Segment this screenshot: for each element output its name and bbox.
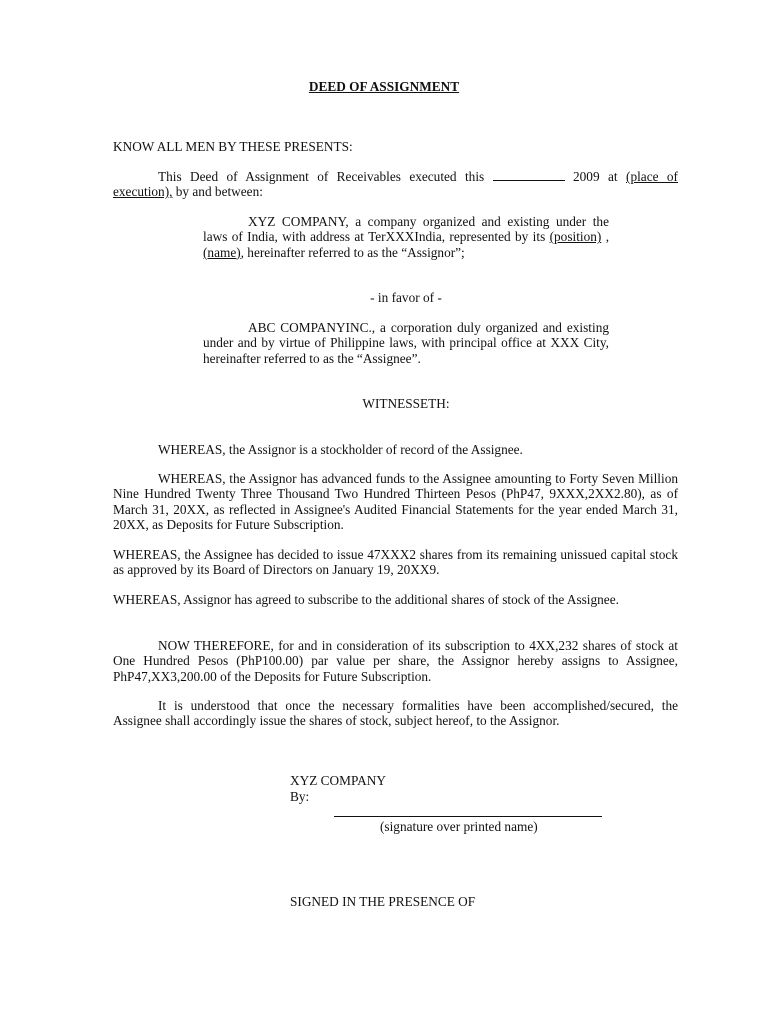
salutation: KNOW ALL MEN BY THESE PRESENTS: <box>113 139 353 154</box>
whereas-4: WHEREAS, Assignor has agreed to subscribe to the additional shares of stock of the Assignee. <box>113 592 619 607</box>
position-field: (position) <box>549 229 602 245</box>
whereas-3: WHEREAS, the Assignee has decided to issue 47XXX2 shares from its remaining unissued capital stock as approved by its Board of Directors on January 19, 20XX9. <box>113 547 678 578</box>
signature-caption: (signature over printed name) <box>380 819 538 834</box>
assignor-text-2: , <box>605 229 610 245</box>
signatory-by: By: <box>290 789 310 804</box>
in-favor-of: - in favor of - <box>370 290 442 305</box>
whereas-1: WHEREAS, the Assignor is a stockholder of record of the Assignee. <box>158 442 523 457</box>
intro-text-3: by and between: <box>175 184 263 200</box>
name-field: (name) <box>203 244 241 260</box>
understood-paragraph: It is understood that once the necessary formalities have been accomplished/secured, the Assignee shall accordingly issue the shares of stock, subject hereof, to the Assignor. <box>113 698 678 729</box>
date-blank <box>493 170 565 181</box>
intro-text-1: This Deed of Assignment of Receivables executed this <box>158 169 485 184</box>
assignor-paragraph <box>203 214 609 260</box>
witnesseth-heading: WITNESSETH: <box>362 396 450 411</box>
assignor-text-1: XYZ COMPANY, a company organized and existing under the laws of India, with address at TerXXXIndia, represented by its <box>203 214 609 245</box>
signature-line <box>334 816 602 817</box>
assignor-text-3: , hereinafter referred to as the “Assignor”; <box>240 244 465 260</box>
intro-paragraph <box>113 169 678 200</box>
intro-text-2: 2009 at <box>573 169 618 184</box>
signed-in-presence: SIGNED IN THE PRESENCE OF <box>290 894 476 909</box>
place-of-execution: (place of execution), <box>113 169 678 200</box>
document-title: DEED OF ASSIGNMENT <box>308 79 460 94</box>
assignee-paragraph: ABC COMPANYINC., a corporation duly organized and existing under and by virtue of Philippine laws, with principal office at XXX City, hereinafter referred to as the “Assignee”. <box>203 320 609 366</box>
whereas-2: WHEREAS, the Assignor has advanced funds to the Assignee amounting to Forty Seven Million Nine Hundred Twenty Three Thousand Two Hundred Thirteen Pesos (PhP47, 9XXX,2XX2.80), as of March 31, 20XX, as reflected in Assignee's Audited Financial Statements for the year ended March 31, 20XX, as Deposits for Future Subscription. <box>113 471 678 532</box>
now-therefore-paragraph: NOW THEREFORE, for and in consideration of its subscription to 4XX,232 shares of stock at One Hundred Pesos (PhP100.00) par value per share, the Assignor hereby assigns to Assignee, PhP47,XX3,200.00 of the Deposits for Future Subscription. <box>113 638 678 684</box>
signatory-company: XYZ COMPANY <box>290 773 386 788</box>
